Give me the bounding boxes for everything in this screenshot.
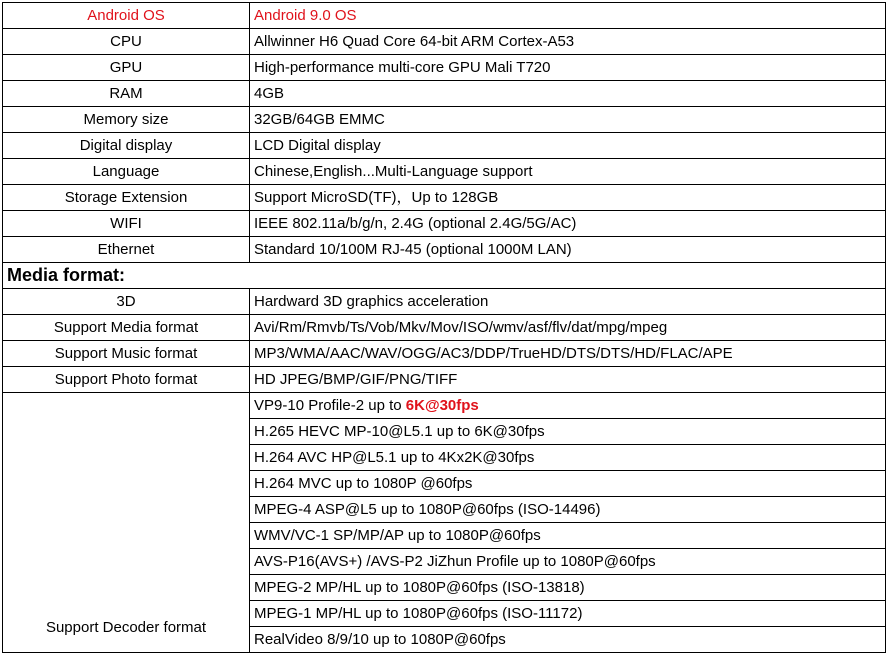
spec-row [3, 237, 886, 263]
media-label: Support Music format [3, 341, 250, 367]
decoder-value [250, 393, 886, 419]
media-value: MP3/WMA/AAC/WAV/OGG/AC3/DDP/TrueHD/DTS/DTS/HD/FLAC/APE [250, 341, 886, 367]
spec-value: High-performance multi-core GPU Mali T720 [250, 55, 886, 81]
spec-label: WIFI [3, 211, 250, 237]
decoder-label: Support Decoder format [3, 393, 250, 653]
spec-table [2, 2, 886, 653]
spec-value: 4GB [250, 81, 886, 107]
spec-value: Android 9.0 OS [250, 3, 886, 29]
spec-row [3, 107, 886, 133]
spec-label: Language [3, 159, 250, 185]
decoder-value: H.264 AVC HP@L5.1 up to 4Kx2K@30fps [250, 445, 886, 471]
decoder-prefix: VP9-10 Profile-2 up to [254, 397, 406, 414]
section-spacer [250, 263, 886, 289]
spec-label: Storage Extension [3, 185, 250, 211]
decoder-value: MPEG-1 MP/HL up to 1080P@60fps (ISO-11172) [250, 601, 886, 627]
spec-row [3, 185, 886, 211]
media-value: Avi/Rm/Rmvb/Ts/Vob/Mkv/Mov/ISO/wmv/asf/flv/dat/mpg/mpeg [250, 315, 886, 341]
media-row [3, 341, 886, 367]
decoder-value: H.264 MVC up to 1080P @60fps [250, 471, 886, 497]
media-row [3, 367, 886, 393]
spec-label: Digital display [3, 133, 250, 159]
decoder-row [3, 393, 886, 419]
spec-row [3, 81, 886, 107]
media-label: 3D [3, 289, 250, 315]
decoder-value: WMV/VC-1 SP/MP/AP up to 1080P@60fps [250, 523, 886, 549]
spec-label: GPU [3, 55, 250, 81]
decoder-value: RealVideo 8/9/10 up to 1080P@60fps [250, 627, 886, 653]
decoder-value: AVS-P16(AVS+) /AVS-P2 JiZhun Profile up to 1080P@60fps [250, 549, 886, 575]
decoder-highlight: 6K@30fps [405, 397, 479, 414]
media-row [3, 289, 886, 315]
spec-value: Allwinner H6 Quad Core 64-bit ARM Cortex-A53 [250, 29, 886, 55]
spec-value: Standard 10/100M RJ-45 (optional 1000M LAN) [250, 237, 886, 263]
spec-label: Android OS [3, 3, 250, 29]
spec-value: 32GB/64GB EMMC [250, 107, 886, 133]
decoder-value: MPEG-4 ASP@L5 up to 1080P@60fps (ISO-14496) [250, 497, 886, 523]
spec-value: LCD Digital display [250, 133, 886, 159]
media-row [3, 315, 886, 341]
spec-row [3, 29, 886, 55]
spec-value: Support MicroSD(TF)，Up to 128GB [250, 185, 886, 211]
spec-value: IEEE 802.11a/b/g/n, 2.4G (optional 2.4G/5G/AC) [250, 211, 886, 237]
media-label: Support Media format [3, 315, 250, 341]
spec-label: Memory size [3, 107, 250, 133]
decoder-value: MPEG-2 MP/HL up to 1080P@60fps (ISO-13818) [250, 575, 886, 601]
media-value: HD JPEG/BMP/GIF/PNG/TIFF [250, 367, 886, 393]
section-title: Media format: [3, 263, 250, 289]
spec-label: Ethernet [3, 237, 250, 263]
spec-row [3, 159, 886, 185]
media-value: Hardward 3D graphics acceleration [250, 289, 886, 315]
media-label: Support Photo format [3, 367, 250, 393]
spec-label: RAM [3, 81, 250, 107]
spec-row [3, 55, 886, 81]
spec-value: Chinese,English...Multi-Language support [250, 159, 886, 185]
spec-label: CPU [3, 29, 250, 55]
section-row-media-format [3, 263, 886, 289]
spec-row-android-os [3, 3, 886, 29]
spec-row [3, 133, 886, 159]
decoder-value: H.265 HEVC MP-10@L5.1 up to 6K@30fps [250, 419, 886, 445]
spec-row [3, 211, 886, 237]
